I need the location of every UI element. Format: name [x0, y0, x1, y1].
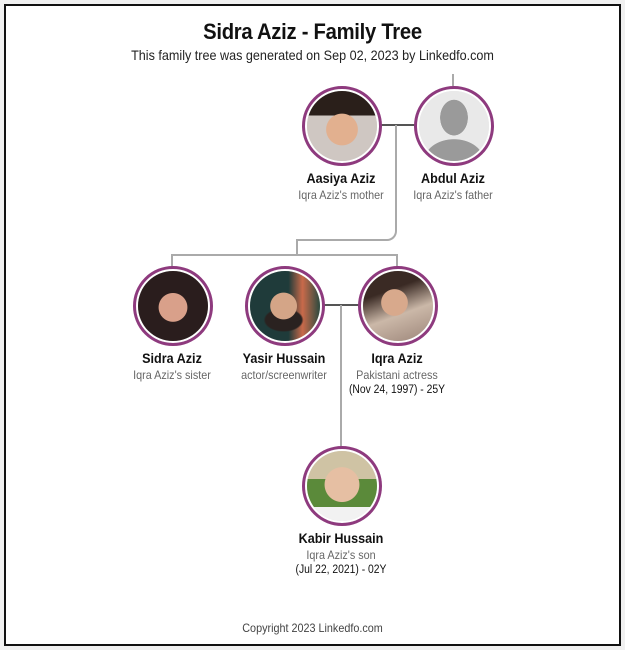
person-relation: Iqra Aziz's father: [413, 188, 493, 202]
page-subtitle: This family tree was generated on Sep 02, 2023 by Linkedfo.com: [131, 47, 494, 63]
avatar-yasir-hussain[interactable]: [245, 266, 325, 346]
avatar-iqra-aziz[interactable]: [358, 266, 438, 346]
person-relation: Iqra Aziz's mother: [298, 188, 384, 202]
copyright-footer: Copyright 2023 Linkedfo.com: [242, 621, 383, 635]
page-title: Sidra Aziz - Family Tree: [203, 19, 422, 44]
person-name[interactable]: Abdul Aziz: [421, 170, 485, 186]
portrait-photo-icon: [307, 91, 377, 161]
avatar-kabir-hussain[interactable]: [302, 446, 382, 526]
portrait-photo-icon: [250, 271, 320, 341]
person-birthdate: (Nov 24, 1997) - 25Y: [348, 384, 446, 396]
person-relation: Iqra Aziz's sister: [133, 368, 211, 382]
connector-line-siblings-bar: [171, 254, 398, 256]
person-name[interactable]: Kabir Hussain: [298, 530, 384, 546]
person-name[interactable]: Sidra Aziz: [142, 350, 202, 366]
avatar-sidra-aziz[interactable]: [133, 266, 213, 346]
connector-line-abdul-parent-stub: [452, 74, 454, 86]
person-name[interactable]: Yasir Hussain: [242, 350, 326, 366]
connector-line-drop-to-siblings: [296, 239, 298, 255]
portrait-photo-icon: [138, 271, 208, 341]
person-relation: Pakistani actress: [356, 368, 438, 382]
avatar-aasiya-aziz[interactable]: [302, 86, 382, 166]
portrait-photo-icon: [307, 451, 377, 521]
default-avatar-silhouette-icon: [419, 91, 489, 161]
person-relation: Iqra Aziz's son: [306, 548, 376, 562]
person-name[interactable]: Aasiya Aziz: [306, 170, 376, 186]
avatar-abdul-aziz[interactable]: [414, 86, 494, 166]
person-relation: actor/screenwriter: [241, 368, 327, 382]
person-birthdate: (Jul 22, 2021) - 02Y: [295, 564, 387, 576]
person-name[interactable]: Iqra Aziz: [371, 350, 423, 366]
portrait-photo-icon: [363, 271, 433, 341]
